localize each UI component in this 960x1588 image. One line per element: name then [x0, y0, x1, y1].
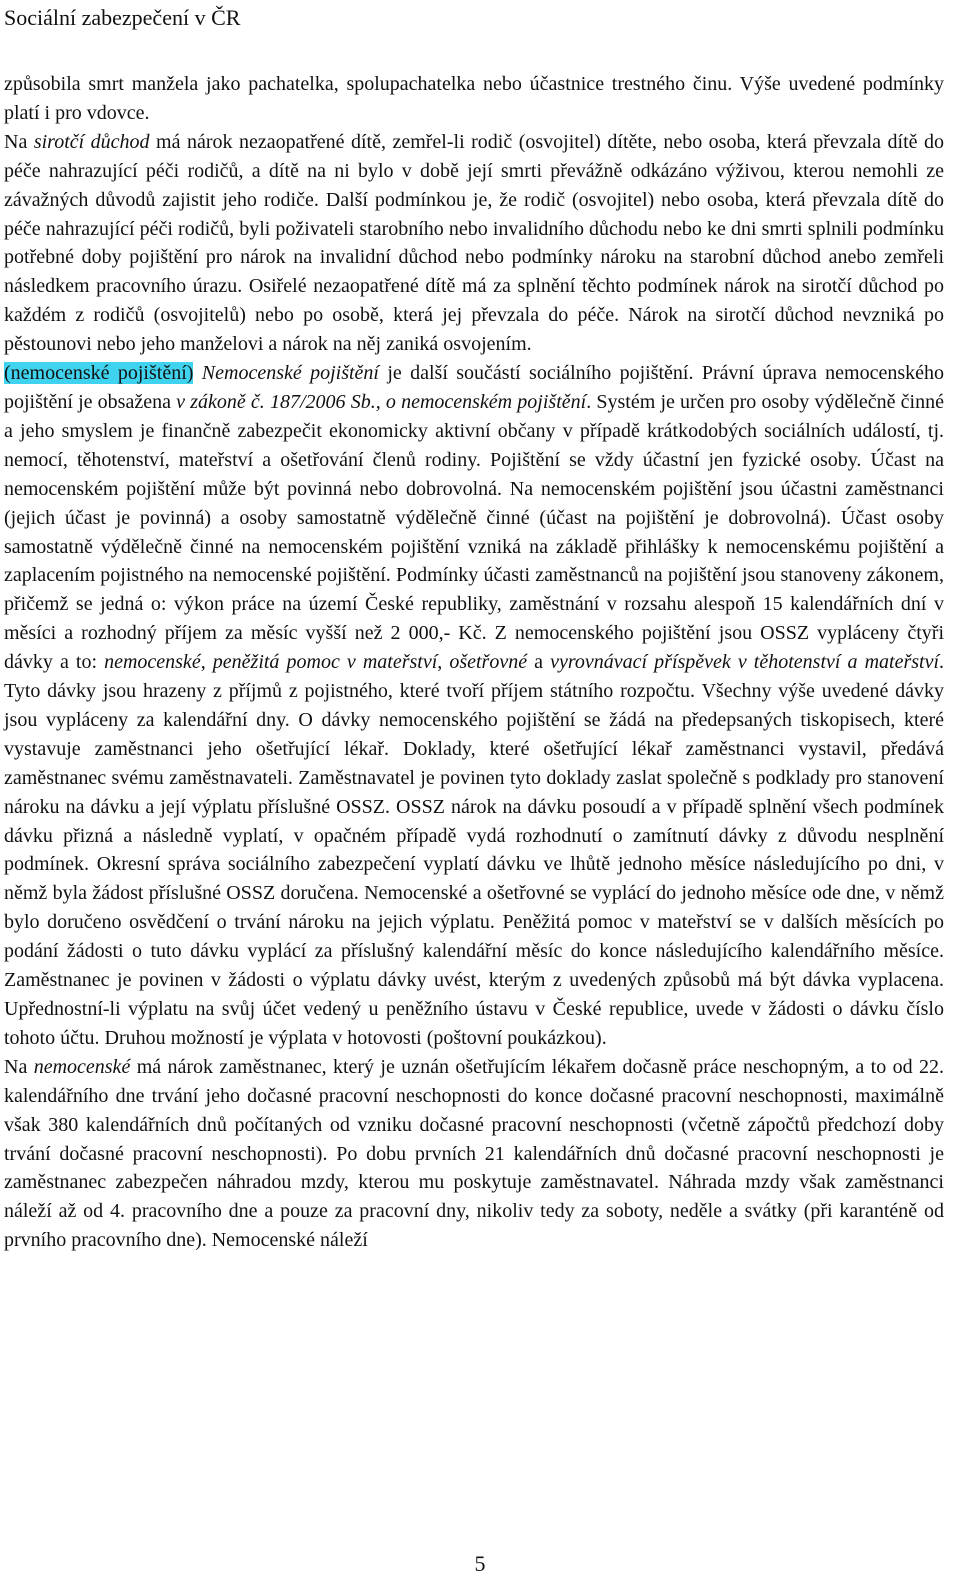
page-number: 5 — [474, 1551, 486, 1576]
text-run — [193, 362, 201, 384]
paragraph-sickness-insurance — [4, 359, 944, 1053]
italic-term: sirotčí důchod — [33, 130, 150, 153]
text-run: a — [527, 651, 551, 674]
italic-term: nemocenské — [104, 651, 201, 674]
italic-term: vyrovnávací příspěvek v těhotenství a mateřství — [550, 651, 940, 674]
italic-term: ošetřovné — [449, 651, 528, 674]
text-run: má nárok zaměstnanec, který je uznán ošetřujícím lékařem dočasně práce neschopným, a to od 22. kalendářního dne trvání jeho dočasné pracovní neschopnosti do konce dočasné pracovní neschopnosti, maximálně však 380 kalendářních dnů počítaných od vzniku dočasné pracovní neschopnosti (včetně zápočtů předchozí doby trvání dočasné pracovní neschopnosti). Po dobu prvních 21 kalendářních dnů dočasné pracovní neschopnosti je zaměstnanec zabezpečen náhradou mzdy, kterou mu poskytuje zaměstnavatel. Náhrada mzdy však zaměstnanci náleží až od 4. pracovního dne a pouze za pracovní dny, nikoliv tedy za soboty, neděle a svátky (při karanténě od prvního pracovního dne). Nemocenské náleží — [4, 1055, 944, 1252]
body-text — [4, 70, 944, 1255]
italic-term: nemocenské — [33, 1055, 131, 1078]
text-run: . Tyto dávky jsou hrazeny z příjmů z pojistného, které tvoří příjem státního rozpočtu. Všechny výše uvedené dávky jsou vypláceny za kalendářní dny. O dávky nemocenského pojištění se žádá na předepsaných tiskopisech, které vystavuje zaměstnanci jeho ošetřující lékař. Doklady, které ošetřující lékař zaměstnanci vystavil, předává zaměstnanec svému zaměstnavateli. Zaměstnavatel je povinen tyto doklady zaslat společně s podklady pro stanovení nároku na dávku a její výplatu příslušné OSSZ. OSSZ nárok na dávku posoudí a v případě splnění všech podmínek dávku přizná a následně vyplatí, v opačném případě vydá rozhodnutí o zamítnutí dávky z důvodu nesplnění podmínek. Okresní správa sociálního zabezpečení vyplatí dávku ve lhůtě jednoho měsíce následujícího po dni, v němž byla žádost příslušné OSSZ doručena. Nemocenské a ošetřovné se vyplácí do jednoho měsíce ode dne, v němž bylo doručeno osvědčení o trvání nároku na jejich výplatu. Peněžitá pomoc v mateřství se v dalších měsících po podání žádosti o tuto dávku vyplácí za příslušný kalendářní měsíc do konce následujícího kalendářního měsíce. Zaměstnanec je povinen v žádosti o výplatu dávky uvést, kterým z uvedených způsobů má být dávka vyplacena. Upřednostní-li výplatu na svůj účet vedený u peněžního ústavu v České republice, uvede v žádosti o dávku číslo tohoto účtu. Druhou možností je výplata v hotovosti (poštovní poukázkou). — [4, 651, 945, 1049]
text-run: má nárok nezaopatřené dítě, zemřel-li rodič (osvojitel) dítěte, nebo osoba, která převzala dítě do péče nahrazující péči rodičů, a dítě na ni bylo v době její smrti převážně odkázáno výživou, kterou nemohli ze závažných důvodů zajistit jeho rodiče. Další podmínkou je, že rodič (osvojitel) nebo osoba, která převzala dítě do péče nahrazující péči rodičů, byli poživateli starobního nebo invalidního důchodu nebo ke dni smrti splnili podmínku potřebné doby pojištění pro nárok na invalidní důchod nebo podmínky nároku na starobní důchod anebo zemřeli následkem pracovního úrazu. Osiřelé nezaopatřené dítě má za splnění těchto podmínek nárok na sirotčí důchod po každém z rodičů (osvojitelů) nebo po osobě, která jej převzala do péče. Nárok na sirotčí důchod nevzniká po pěstounovi nebo jeho manželovi a nárok na něj zaniká osvojením. — [4, 130, 944, 356]
highlighted-term: (nemocenské pojištění) — [4, 362, 194, 385]
text-run: je další součástí sociálního pojištění. Právní úprava nemocenského pojištění je obsažena — [4, 362, 945, 413]
text-run: , — [437, 651, 450, 674]
text-run: , — [200, 651, 213, 674]
italic-term: Nemocenské pojištění — [201, 362, 379, 385]
paragraph-widow-pension-end — [4, 70, 944, 128]
paragraph-orphan-pension — [4, 128, 944, 359]
text-run: Na — [4, 1055, 34, 1078]
text-run: Na — [4, 130, 34, 153]
text-run: způsobila smrt manžela jako pachatelka, spolupachatelka nebo účastnice trestného činu. Výše uvedené podmínky platí i pro vdovce. — [4, 73, 944, 124]
italic-term: peněžitá pomoc v mateřství — [212, 651, 438, 674]
running-header: Sociální zabezpečení v ČR — [4, 5, 241, 30]
italic-term: v zákoně č. 187/2006 Sb., o nemocenském pojištění — [176, 390, 587, 413]
text-run: . Systém je určen pro osoby výdělečně činné a jeho smyslem je finančně zabezpečit ekonomicky aktivní občany v případě krátkodobých sociálních událostí, tj. nemocí, těhotenství, mateřství a ošetřování členů rodiny. Pojištění se vždy účastní jen fyzické osoby. Účast na nemocenském pojištění může být povinná nebo dobrovolná. Na nemocenském pojištění jsou účastni zaměstnanci (jejich účast je povinná) a osoby samostatně výdělečně činné (účast na pojištění je dobrovolná). Účast osoby samostatně výdělečně činné na nemocenském pojištění vzniká na základě přihlášky k nemocenskému pojištění a zaplacením pojistného na nemocenské pojištění. Podmínky účasti zaměstnanců na pojištění jsou stanoveny zákonem, přičemž se jedná o: výkon práce na území České republiky, zaměstnání v rozsahu alespoň 15 kalendářních dní v měsíci a rozhodný příjem za měsíc vyšší než 2 000,- Kč. Z nemocenského pojištění jsou OSSZ vypláceny čtyři dávky a to: — [4, 390, 944, 674]
paragraph-sickness-benefit — [4, 1053, 944, 1255]
